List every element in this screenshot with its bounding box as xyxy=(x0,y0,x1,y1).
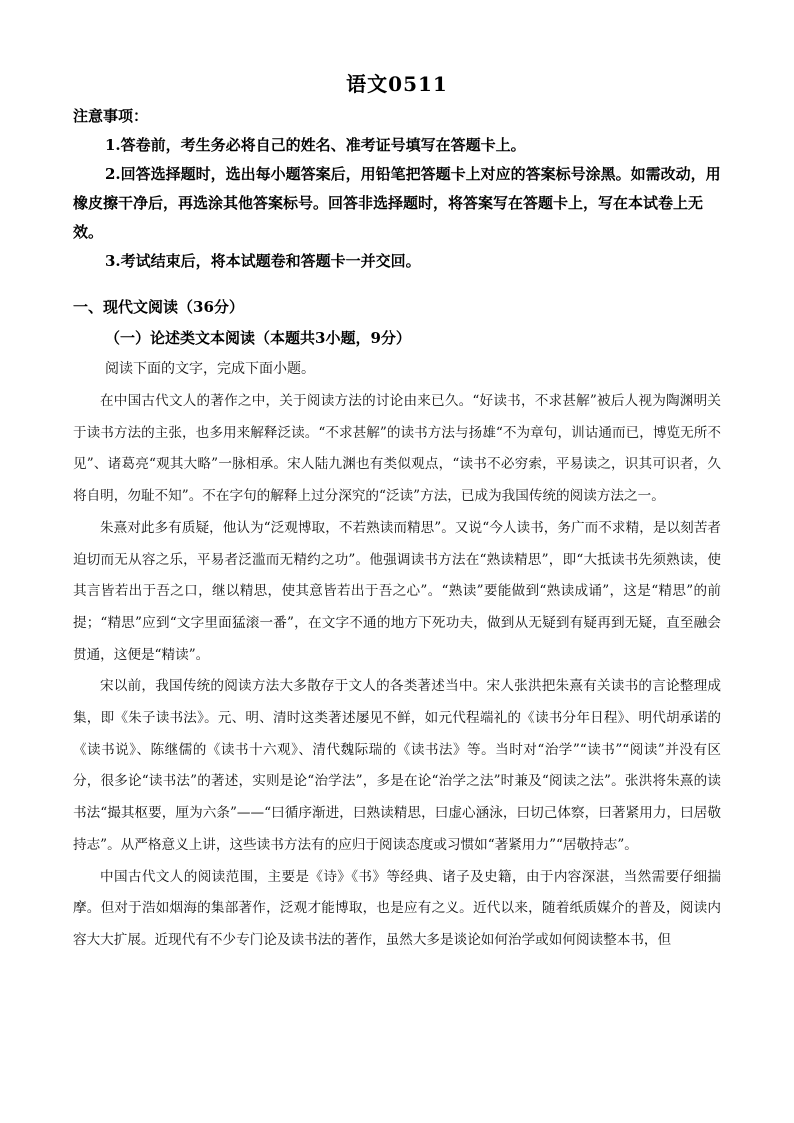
passage-paragraph: 宋以前，我国传统的阅读方法大多散存于文人的各类著述当中。宋人张洪把朱熹有关读书的言论整理成集，即《朱子读书法》。元、明、清时这类著述屡见不鲜，如元代程端礼的《读书分年日程》、明代胡承诺的《读书说》、陈继儒的《读书十六观》、清代魏际瑞的《读书法》等。当时对“治学”“读书”“阅读”并没有区分，很多论“读书法”的著述，实则是论“治学法”，多是在论“治学之法”时兼及“阅读之法”。张洪将朱熹的读书法“撮其枢要，厘为六条”——“曰循序渐进，曰熟读精思，曰虚心涵泳，曰切己体察，曰著紧用力，曰居敬持志”。从严格意义上讲，这些读书方法有的应归于阅读态度或习惯如“著紧用力”“居敬持志”。 xyxy=(73,678,721,853)
subsection-heading: （一）论述类文本阅读（本题共3小题，9分） xyxy=(105,329,411,347)
document-title: 语文0511 xyxy=(346,72,448,96)
notice-block xyxy=(73,102,723,276)
passage-paragraph: 中国古代文人的阅读范围，主要是《诗》《书》等经典、诸子及史籍，由于内容深湛，当然需要仔细揣摩。但对于浩如烟海的集部著作，泛观才能博取，也是应有之义。近代以来，随着纸质媒介的普及，阅读内容大大扩展。近现代有不少专门论及读书法的著作，虽然大多是谈论如何治学或如何阅读整本书，但 xyxy=(73,868,721,948)
reading-passage xyxy=(73,386,721,957)
notice-heading: 注意事项： xyxy=(73,107,149,125)
notice-item: 2.回答选择题时，选出每小题答案后，用铅笔把答题卡上对应的答案标号涂黑。如需改动，用橡皮擦干净后，再选涂其他答案标号。回答非选择题时，将答案写在答题卡上，写在本试卷上无效。 xyxy=(73,165,721,241)
passage-paragraph: 朱熹对此多有质疑，他认为“泛观博取，不若熟读而精思”。又说“今人读书，务广而不求精，是以刻苦者迫切而无从容之乐，平易者泛滥而无精约之功”。他强调读书方法在“熟读精思”，即“大抵读书先须熟读，使其言皆若出于吾之口，继以精思，使其意皆若出于吾之心”。“熟读”要能做到“熟读成诵”，这是“精思”的前提；“精思”应到“文字里面猛滚一番”，在文字不通的地方下死功夫，做到从无疑到有疑再到无疑，直至融会贯通，这便是“精读”。 xyxy=(73,519,721,663)
notice-item: 1.答卷前，考生务必将自己的姓名、准考证号填写在答题卡上。 xyxy=(105,136,526,154)
section-heading: 一、现代文阅读（36分） xyxy=(73,298,244,316)
notice-item: 3.考试结束后，将本试题卷和答题卡一并交回。 xyxy=(105,252,421,270)
reading-instruction: 阅读下面的文字，完成下面小题。 xyxy=(105,361,315,377)
passage-paragraph: 在中国古代文人的著作之中，关于阅读方法的讨论由来已久。“好读书，不求甚解”被后人视为陶渊明关于读书方法的主张，也多用来解释泛读。“不求甚解”的读书方法与扬雄“不为章句，训诂通而已，博览无所不见”、诸葛亮“观其大略”一脉相承。宋人陆九渊也有类似观点，“读书不必穷索，平易读之，识其可识者，久将自明，勿耻不知”。不在字句的解释上过分深究的“泛读”方法，已成为我国传统的阅读方法之一。 xyxy=(73,393,721,505)
